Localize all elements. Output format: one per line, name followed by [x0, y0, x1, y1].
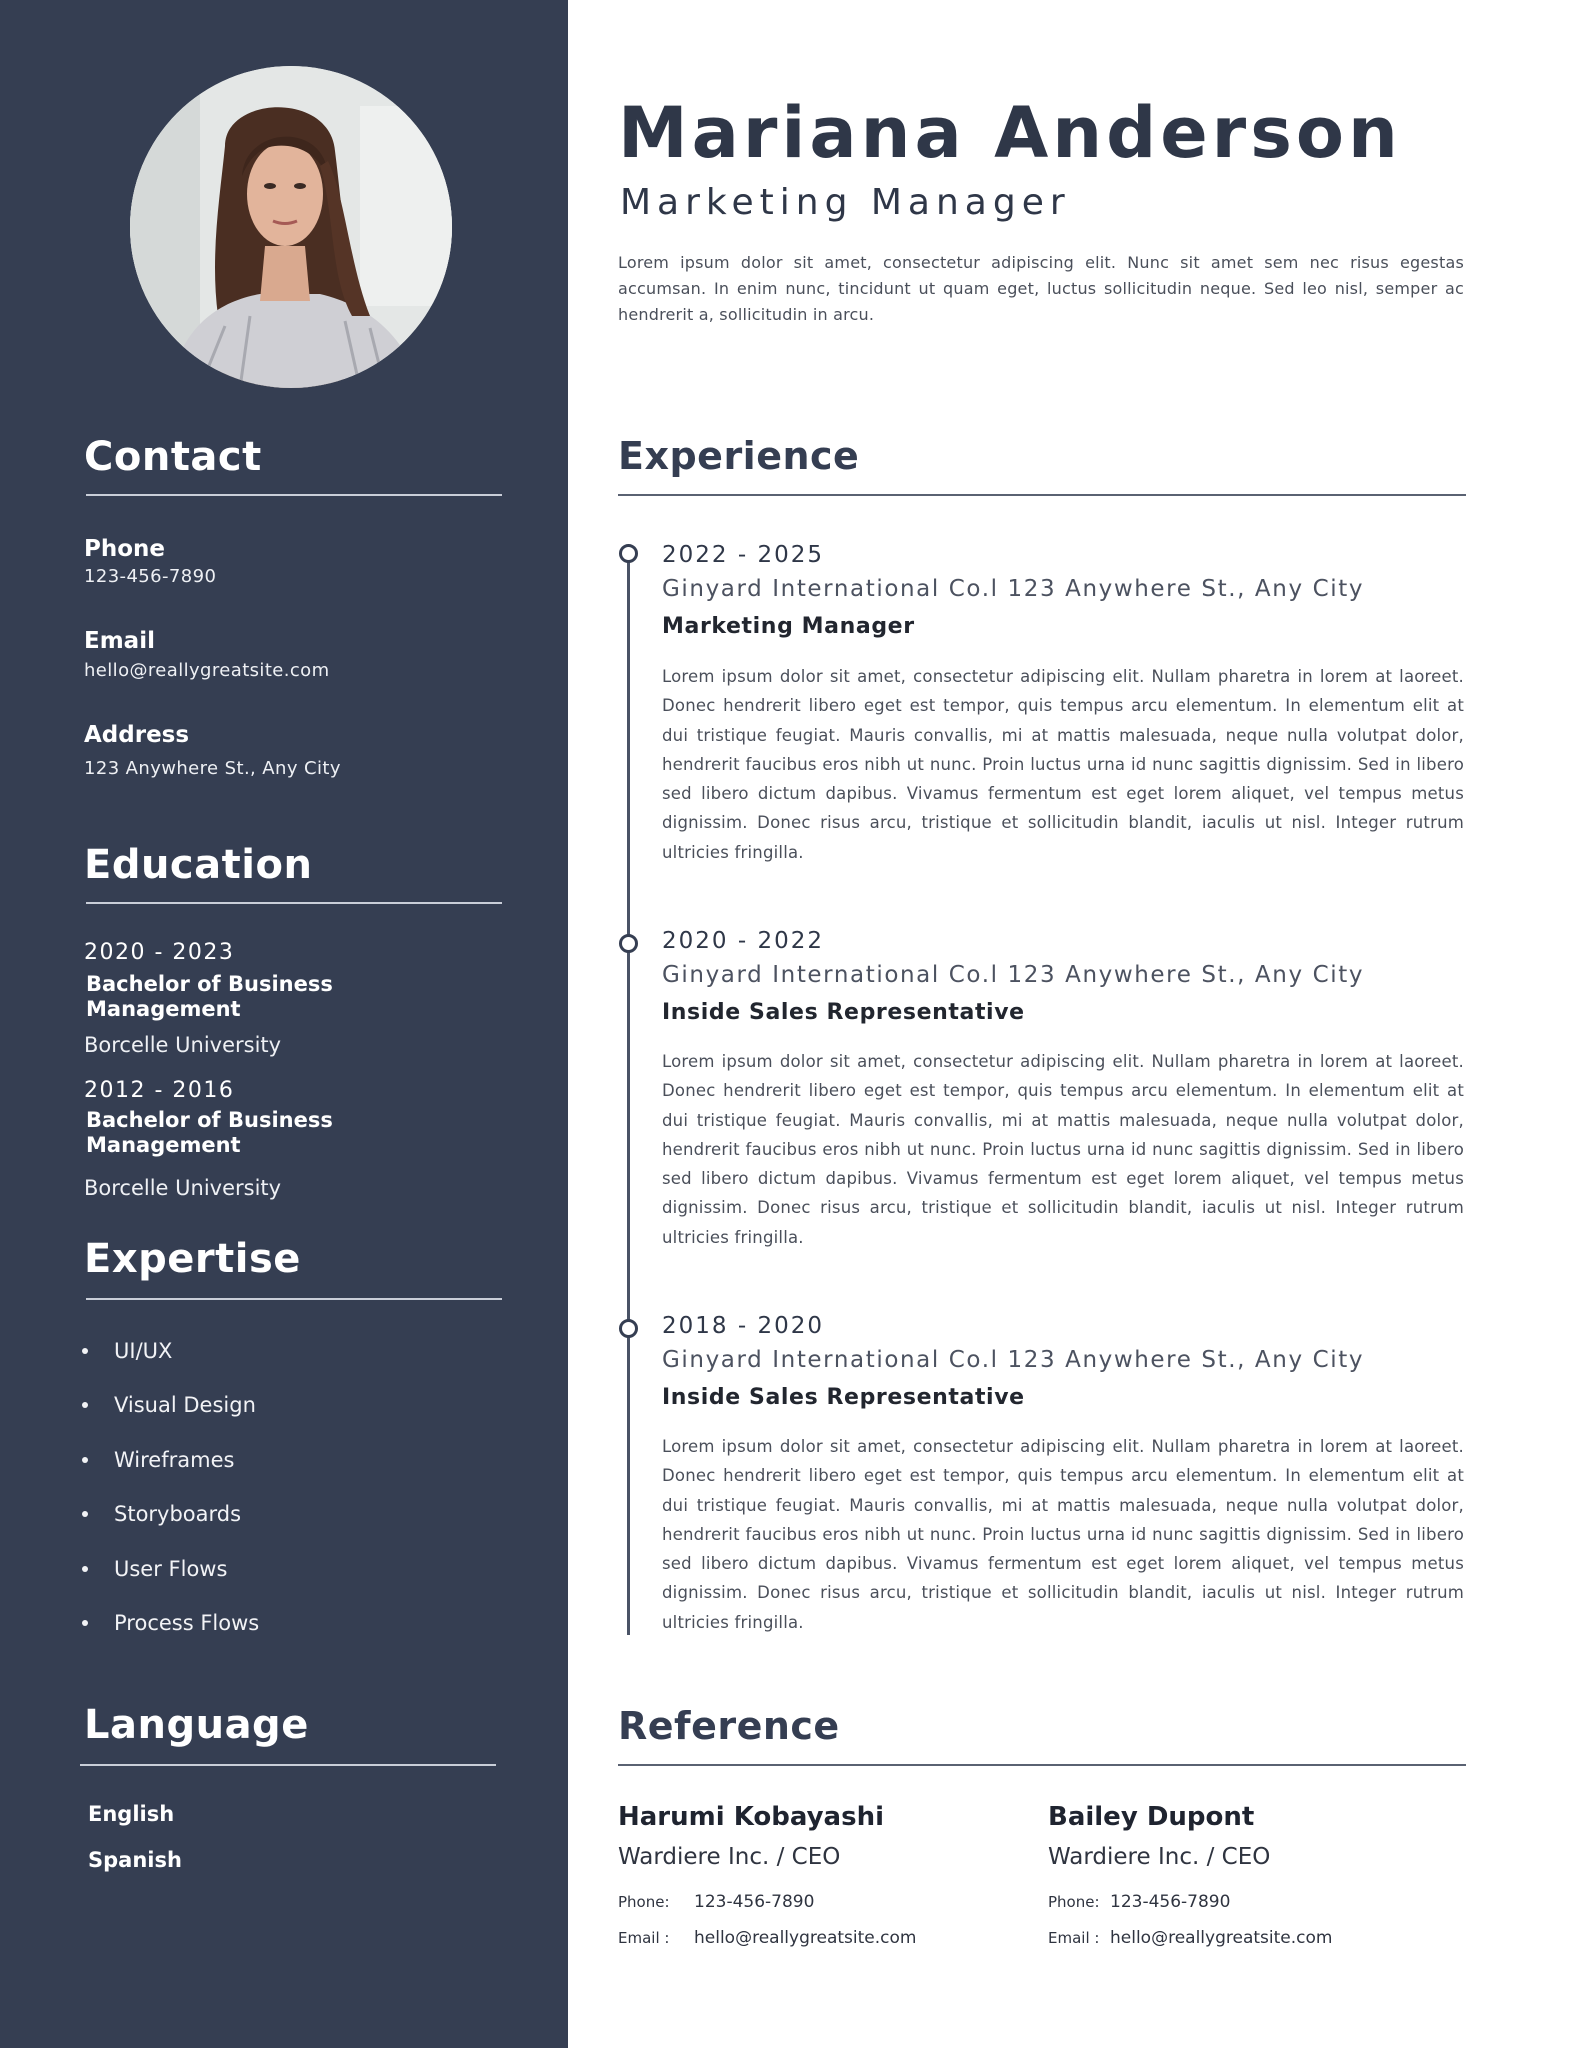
- profile-summary: Lorem ipsum dolor sit amet, consectetur adipiscing elit. Nunc sit amet sem nec risus egestas accumsan. In enim nunc, tincidunt ut quam eget, luctus sollicitudin neque. Sed leo nisl, semper ac hendrerit a, sollicitudin in arcu.: [618, 253, 1464, 324]
- email-value: hello@reallygreatsite.com: [84, 660, 330, 681]
- reference-email: Email : hello@reallygreatsite.com: [618, 1928, 917, 1948]
- education-degree: Bachelor of Business Management: [86, 1108, 333, 1157]
- expertise-list: [80, 1330, 259, 1656]
- reference-phone: Phone: 123-456-7890: [618, 1892, 815, 1912]
- bullet-icon: [82, 1511, 88, 1517]
- bullet-icon: [82, 1457, 88, 1463]
- expertise-item: Wireframes: [80, 1439, 259, 1493]
- language-item: Spanish: [88, 1848, 182, 1872]
- reference-name: Harumi Kobayashi: [618, 1802, 884, 1832]
- bullet-icon: [82, 1402, 88, 1408]
- reference-divider: [618, 1764, 1466, 1766]
- language-heading: Language: [84, 1702, 309, 1748]
- reference-title: Wardiere Inc. / CEO: [618, 1844, 841, 1870]
- profile-photo: [130, 66, 452, 388]
- job-role: Marketing Manager: [662, 614, 915, 639]
- job-company: Ginyard International Co.l 123 Anywhere St., Any City: [662, 576, 1365, 602]
- expertise-item: Visual Design: [80, 1384, 259, 1438]
- job-company: Ginyard International Co.l 123 Anywhere St., Any City: [662, 962, 1365, 988]
- education-school: Borcelle University: [84, 1176, 282, 1200]
- job-years: 2022 - 2025: [662, 542, 824, 568]
- job-role: Inside Sales Representative: [662, 1000, 1025, 1025]
- job-role: Inside Sales Representative: [662, 1385, 1025, 1410]
- expertise-item: Storyboards: [80, 1493, 259, 1547]
- portrait-image: [130, 66, 452, 388]
- education-school: Borcelle University: [84, 1033, 282, 1057]
- bullet-icon: [82, 1566, 88, 1572]
- expertise-item: User Flows: [80, 1548, 259, 1602]
- timeline-node-icon: [619, 544, 638, 563]
- phone-value: 123-456-7890: [84, 566, 217, 587]
- email-label: Email: [84, 628, 155, 654]
- experience-heading: Experience: [618, 434, 860, 478]
- sidebar: [0, 0, 568, 2048]
- reference-email: Email : hello@reallygreatsite.com: [1048, 1928, 1333, 1948]
- timeline-node-icon: [619, 1319, 638, 1338]
- candidate-title: Marketing Manager: [620, 182, 1071, 223]
- expertise-divider: [86, 1298, 502, 1300]
- bullet-icon: [82, 1348, 88, 1354]
- education-years: 2020 - 2023: [84, 940, 235, 965]
- experience-timeline: [627, 560, 630, 1635]
- education-heading: Education: [84, 842, 313, 888]
- contact-divider: [86, 494, 502, 496]
- job-description: Lorem ipsum dolor sit amet, consectetur adipiscing elit. Nullam pharetra in lorem at laoreet. Donec hendrerit libero eget est tempor, quis tempus arcu elementum. In elementum elit at dui tristique feugiat. Mauris convallis, mi at mattis malesuada, neque nulla volutpat dolor, hendrerit faucibus eros nibh ut nunc. Proin luctus urna id nunc sagittis dignissim. Sed in libero sed libero dictum dapibus. Vivamus fermentum est eget lorem aliquet, vel tempus metus dignissim. Donec risus arcu, tristique et sollicitudin blandit, iaculis ut nisl. Integer rutrum ultricies fringilla.: [662, 1437, 1464, 1632]
- address-value: 123 Anywhere St., Any City: [84, 758, 341, 779]
- expertise-heading: Expertise: [84, 1236, 301, 1282]
- education-years: 2012 - 2016: [84, 1078, 235, 1103]
- job-description: Lorem ipsum dolor sit amet, consectetur adipiscing elit. Nullam pharetra in lorem at laoreet. Donec hendrerit libero eget est tempor, quis tempus arcu elementum. In elementum elit at dui tristique feugiat. Mauris convallis, mi at mattis malesuada, neque nulla volutpat dolor, hendrerit faucibus eros nibh ut nunc. Proin luctus urna id nunc sagittis dignissim. Sed in libero sed libero dictum dapibus. Vivamus fermentum est eget lorem aliquet, vel tempus metus dignissim. Donec risus arcu, tristique et sollicitudin blandit, iaculis ut nisl. Integer rutrum ultricies fringilla.: [662, 667, 1464, 862]
- language-item: English: [88, 1802, 175, 1826]
- phone-label: Phone: [84, 536, 166, 562]
- education-divider: [86, 902, 502, 904]
- job-years: 2020 - 2022: [662, 928, 824, 954]
- reference-phone: Phone: 123-456-7890: [1048, 1892, 1231, 1912]
- expertise-item: UI/UX: [80, 1330, 259, 1384]
- expertise-item: Process Flows: [80, 1602, 259, 1656]
- reference-name: Bailey Dupont: [1048, 1802, 1255, 1832]
- education-degree: Bachelor of Business Management: [86, 972, 333, 1021]
- candidate-name: Mariana Anderson: [618, 92, 1402, 174]
- job-description: Lorem ipsum dolor sit amet, consectetur adipiscing elit. Nullam pharetra in lorem at laoreet. Donec hendrerit libero eget est tempor, quis tempus arcu elementum. In elementum elit at dui tristique feugiat. Mauris convallis, mi at mattis malesuada, neque nulla volutpat dolor, hendrerit faucibus eros nibh ut nunc. Proin luctus urna id nunc sagittis dignissim. Sed in libero sed libero dictum dapibus. Vivamus fermentum est eget lorem aliquet, vel tempus metus dignissim. Donec risus arcu, tristique et sollicitudin blandit, iaculis ut nisl. Integer rutrum ultricies fringilla.: [662, 1052, 1464, 1247]
- reference-title: Wardiere Inc. / CEO: [1048, 1844, 1271, 1870]
- job-company: Ginyard International Co.l 123 Anywhere St., Any City: [662, 1347, 1365, 1373]
- language-divider: [80, 1764, 496, 1766]
- job-years: 2018 - 2020: [662, 1313, 824, 1339]
- address-label: Address: [84, 722, 190, 748]
- bullet-icon: [82, 1620, 88, 1626]
- reference-heading: Reference: [618, 1704, 840, 1748]
- experience-divider: [618, 494, 1466, 496]
- timeline-node-icon: [619, 934, 638, 953]
- contact-heading: Contact: [84, 434, 262, 480]
